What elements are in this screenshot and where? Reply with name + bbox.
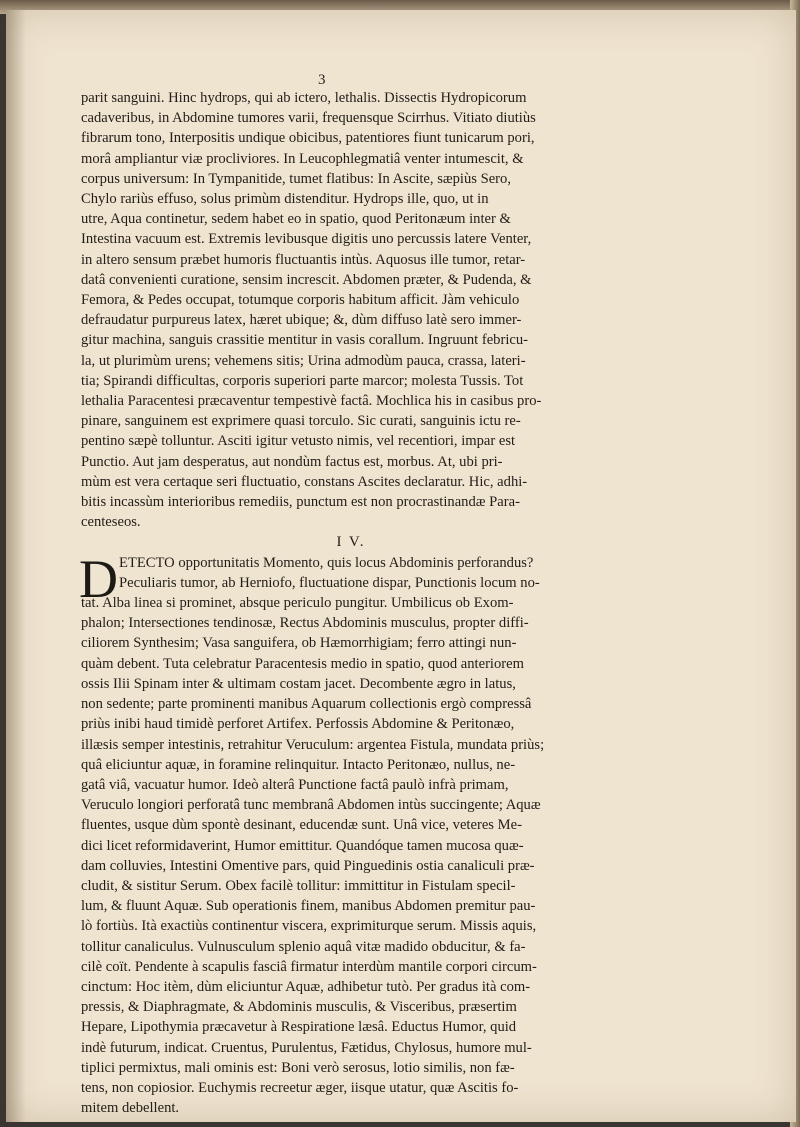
- text-line: dam colluvies, Intestini Omentive pars, quid Pinguedinis ostia canaliculi præ-: [81, 857, 535, 874]
- text-line: Chylo rariùs effuso, solus primùm distenditur. Hydrops ille, quo, ut in: [81, 191, 489, 208]
- text-line: Femora, & Pedes occupat, totumque corporis habitum afficit. Jàm vehiculo: [81, 292, 520, 309]
- text-line: pressis, & Diaphragmate, & Abdominis musculis, & Visceribus, præsertim: [81, 999, 517, 1016]
- text-line: morâ ampliantur viæ procliviores. In Leucophlegmatiâ venter intumescit, &: [81, 150, 524, 167]
- page-body: [81, 88, 601, 1118]
- text-line: quàm debent. Tuta celebratur Paracentesis medio in spatio, quod anteriorem: [81, 655, 524, 672]
- text-line: la, ut plurimùm urens; vehemens sitis; Urina admodùm pauca, crassa, lateri-: [81, 352, 526, 369]
- text-line: lò fortiùs. Ità exactiùs continentur viscera, exprimiturque serum. Missis aquis,: [81, 918, 537, 935]
- text-line: bitis incassùm interioribus remediis, punctum est non procrastinandæ Para-: [81, 494, 520, 511]
- paragraph-1: [81, 88, 601, 532]
- text-line: gatâ viâ, vacuatur humor. Ideò alterâ Punctione factâ paulò infrà primam,: [81, 776, 509, 793]
- text-line: tat. Alba linea si prominet, absque periculo pungitur. Umbilicus ob Exom-: [81, 595, 514, 612]
- text-line: pentino sæpè tolluntur. Asciti igitur vetusto nimis, vel recentiori, impar est: [81, 433, 516, 450]
- page-gutter-shadow: [6, 10, 26, 1122]
- text-line: cludit, & sistitur Serum. Obex facilè tollitur: immittitur in Fistulam specil-: [81, 877, 516, 894]
- text-line: non sedente; parte prominenti manibus Aquarum collectionis ergò compressâ: [81, 696, 532, 713]
- text-line: ciliorem Synthesim; Vasa sanguifera, ob Hæmorrhigiam; ferro attingi nun-: [81, 635, 517, 652]
- text-line: defraudatur purpureus latex, hæret ubique; &, dùm diffuso latè sero immer-: [81, 312, 522, 329]
- text-line: priùs inibi haud timidè perforet Artifex. Perfossis Abdomine & Peritonæo,: [81, 716, 515, 733]
- text-line: in altero sensum præbet humoris fluctuantis intùs. Aquosus ille tumor, retar-: [81, 251, 526, 268]
- text-line: ossis Ilii Spinam inter & ultimam costam jacet. Decombente ægro in latus,: [81, 675, 516, 692]
- page-number: 3: [318, 72, 326, 88]
- text-line: indè futurum, indicat. Cruentus, Purulentus, Fætidus, Chylosus, humore mul-: [81, 1039, 532, 1056]
- text-line: mitem debellent.: [81, 1100, 180, 1117]
- text-line: tollitur canaliculus. Vulnusculum splenio aquâ vitæ madido obducitur, & fa-: [81, 938, 526, 955]
- text-line: gitur machina, sanguis crassitie mentitur in vasis corallum. Ingruunt febricu-: [81, 332, 529, 349]
- paragraph-2: [79, 548, 601, 1119]
- text-line: cilè coït. Pendente à scapulis fasciâ firmatur interdùm mantile corpori circum-: [81, 958, 537, 975]
- section-heading: I V.: [336, 534, 366, 551]
- text-line: tens, non copiosior. Euchymis recreetur æger, iisque utatur, quæ Ascitis fo-: [81, 1079, 519, 1096]
- text-line: datâ convenienti curatione, sensim increscit. Abdomen præter, & Pudenda, &: [81, 271, 532, 288]
- text-line: cadaveribus, in Abdomine tumores varii, frequensque Scirrhus. Vitiato diutiùs: [81, 110, 536, 127]
- text-line: Peculiaris tumor, ab Herniofo, fluctuatione dispar, Punctionis locum no-: [119, 574, 540, 591]
- drop-cap: D: [79, 548, 118, 609]
- text-line: lethalia Paracentesi præcaventur tempestivè factâ. Mochlica his in casibus pro-: [81, 393, 542, 410]
- text-line: fibrarum tono, Interpositis undique obicibus, patentiores fiunt tunicarum pori,: [81, 130, 535, 147]
- text-line: phalon; Intersectiones tendinosæ, Rectus Abdominis musculus, propter diffi-: [81, 615, 529, 632]
- text-line: mùm est vera certaque seri fluctuatio, constans Ascites declaratur. Hic, adhi-: [81, 473, 528, 490]
- text-line: ETECTO opportunitatis Momento, quis locus Abdominis perforandus?: [119, 554, 534, 571]
- text-line: quâ eliciuntur aquæ, in foramine relinquitur. Intacto Peritonæo, nullus, ne-: [81, 756, 516, 773]
- text-line: Veruculo longiori perforatâ tunc membranâ Abdomen intùs succingente; Aquæ: [81, 797, 541, 814]
- text-line: utre, Aqua continetur, sedem habet eo in spatio, quod Peritonæum inter &: [81, 211, 511, 228]
- text-line: Intestina vacuum est. Extremis levibusque digitis uno percussis latere Venter,: [81, 231, 532, 248]
- text-line: pinare, sanguinem est exprimere quasi torculo. Sic curati, sanguinis ictu re-: [81, 413, 521, 430]
- text-line: illæsis semper intestinis, retrahitur Veruculum: argentea Fistula, mundata priùs;: [81, 736, 545, 753]
- text-line: lum, & fluunt Aquæ. Sub operationis finem, manibus Abdomen premitur pau-: [81, 898, 536, 915]
- text-line: Punctio. Aut jam desperatus, aut nondùm factus est, morbus. At, ubi pri-: [81, 453, 503, 470]
- text-line: centeseos.: [81, 514, 141, 531]
- text-line: corpus universum: In Tympanitide, tumet flatibus: In Ascite, sæpiùs Sero,: [81, 170, 511, 187]
- text-line: fluentes, usque dùm spontè desinant, educendæ sunt. Unâ vice, veteres Me-: [81, 817, 522, 834]
- text-line: dici licet reformidaverint, Humor emittitur. Quandóque tamen mucosa quæ-: [81, 837, 524, 854]
- book-page: [6, 10, 796, 1122]
- text-line: tia; Spirandi difficultas, corporis superiori parte marcor; molesta Tussis. Tot: [81, 372, 524, 389]
- text-line: parit sanguini. Hinc hydrops, qui ab ictero, lethalis. Dissectis Hydropicorum: [81, 90, 527, 106]
- text-line: tiplici permixtus, mali ominis est: Boni verò serosus, lotio similis, non fæ-: [81, 1059, 515, 1076]
- text-line: cinctum: Hoc itèm, dùm eliciuntur Aquæ, adhibetur tutò. Per gradus ità com-: [81, 978, 531, 995]
- text-line: Hepare, Lipothymia præcavetur à Respiratione læsâ. Eductus Humor, quid: [81, 1019, 517, 1036]
